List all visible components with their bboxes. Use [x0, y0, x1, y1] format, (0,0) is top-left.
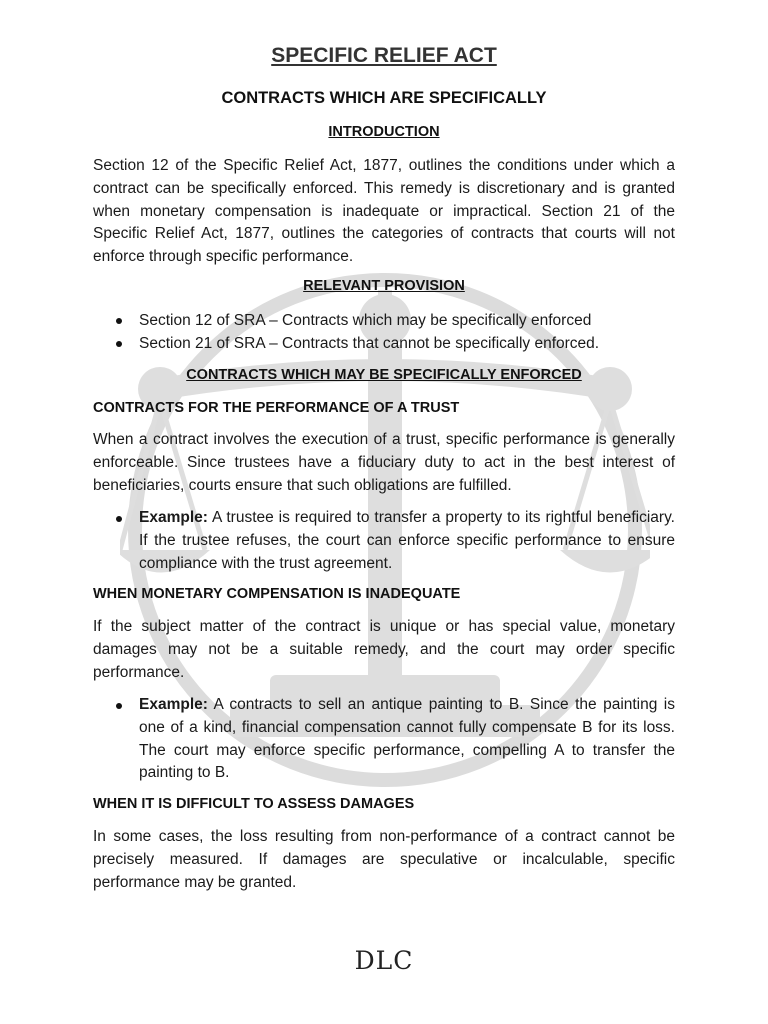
example-label: Example:: [139, 696, 208, 713]
damages-text: In some cases, the loss resulting from non-performance of a contract cannot be precisely measured. If damages are speculative or incalculable, specific performance may be granted.: [93, 828, 675, 891]
monetary-text: If the subject matter of the contract is unique or has special value, monetary damages may not be a suitable remedy, and the court may order specific performance.: [93, 618, 675, 681]
damages-heading: WHEN IT IS DIFFICULT TO ASSESS DAMAGES: [93, 796, 415, 812]
trust-heading: CONTRACTS FOR THE PERFORMANCE OF A TRUST: [93, 400, 460, 416]
trust-text: When a contract involves the execution of a trust, specific performance is generally enforceable. Since trustees have a fiduciary duty to act in the best interest of beneficiaries, courts ensure that such obligations are fulfilled.: [93, 431, 675, 494]
list-item: Section 21 of SRA – Contracts that cannot be specifically enforced.: [93, 332, 675, 355]
list-item: Section 12 of SRA – Contracts which may be specifically enforced: [93, 309, 675, 332]
bullet-icon: [116, 516, 122, 522]
enforced-heading: CONTRACTS WHICH MAY BE SPECIFICALLY ENFORCED: [186, 367, 582, 383]
bullet-icon: [116, 703, 122, 709]
relevant-provision-heading: RELEVANT PROVISION: [303, 278, 465, 294]
relevant-provision-list: [93, 309, 675, 355]
bullet-icon: [116, 341, 122, 347]
introduction-heading: INTRODUCTION: [328, 124, 440, 140]
example-text: A contracts to sell an antique painting to B. Since the painting is one of a kind, financial compensation cannot fully compensate B for its loss. The court may enforce specific performance, compelling A to transfer the painting to B.: [139, 696, 675, 782]
dlc-logo: DLC: [354, 946, 414, 975]
monetary-heading: WHEN MONETARY COMPENSATION IS INADEQUATE: [93, 586, 461, 602]
bullet-icon: [116, 318, 122, 324]
trust-example: [93, 507, 675, 575]
example-text: A trustee is required to transfer a property to its rightful beneficiary. If the trustee refuses, the court can enforce specific performance to ensure compliance with the trust agreement.: [139, 509, 675, 572]
monetary-example: [93, 694, 675, 785]
introduction-text: Section 12 of the Specific Relief Act, 1877, outlines the conditions under which a contract can be specifically enforced. This remedy is discretionary and is granted when monetary compensation is inadequate or impractical. Section 21 of the Specific Relief Act, 1877, outlines the categories of contracts that courts will not enforce through specific performance.: [93, 157, 675, 266]
example-label: Example:: [139, 509, 208, 526]
document-title: SPECIFIC RELIEF ACT: [271, 44, 497, 67]
document-subtitle: CONTRACTS WHICH ARE SPECIFICALLY: [221, 89, 547, 107]
